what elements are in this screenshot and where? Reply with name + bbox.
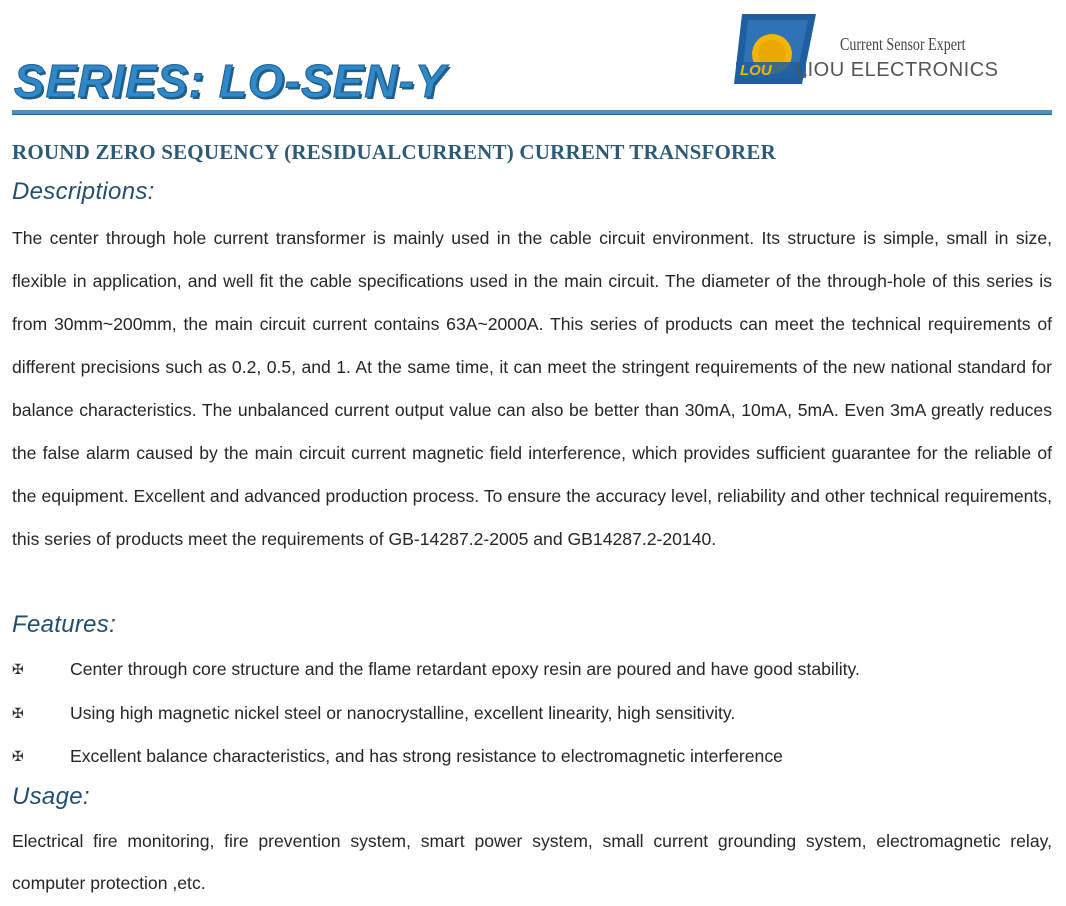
series-title: SERIES: LO-SEN-Y (14, 55, 447, 107)
features-heading: Features: (12, 611, 117, 638)
feature-item (12, 692, 1052, 736)
descriptions-text: The center through hole current transformer is mainly used in the cable circuit environment. Its structure is simple, small in size, flexible in application, and well fit the cable specifications used in the main circuit. The diameter of the through-hole of this series is from 30mm~200mm, the main circuit current contains 63A~2000A. This series of products can meet the technical requirements of different precisions such as 0.2, 0.5, and 1. At the same time, it can meet the stringent requirements of the new national standard for balance characteristics. The unbalanced current output value can also be better than 30mA, 10mA, 5mA. Even 3mA greatly reduces the false alarm caused by the main circuit current magnetic field interference, which provides sufficient guarantee for the reliable of the equipment. Excellent and advanced production process. To ensure the accuracy level, reliability and other technical requirements, this series of products meet the requirements of GB-14287.2-2005 and GB14287.2-20140. (12, 228, 1052, 549)
feature-text: Using high magnetic nickel steel or nanocrystalline, excellent linearity, high sensitivity. (70, 702, 736, 723)
cross-bullet-icon: ✠ (12, 748, 24, 764)
usage-text: Electrical fire monitoring, fire prevention system, smart power system, small current grounding system, electromagnetic relay, computer protection ,etc. (12, 831, 1052, 893)
logo-company-name: LIOU ELECTRONICS (796, 59, 999, 81)
logo-badge-text: LOU (740, 62, 772, 79)
feature-text: Excellent balance characteristics, and has strong resistance to electromagnetic interference (70, 746, 783, 766)
cross-bullet-icon: ✠ (12, 704, 24, 721)
feature-text: Center through core structure and the flame retardant epoxy resin are poured and have good stability. (70, 659, 860, 679)
descriptions-heading: Descriptions: (12, 178, 155, 205)
cross-bullet-icon: ✠ (12, 661, 24, 677)
product-title: ROUND ZERO SEQUENCY (RESIDUALCURRENT) CURRENT TRANSFORER (12, 140, 776, 164)
feature-item (12, 735, 1052, 779)
header-divider (12, 110, 1052, 115)
features-list (12, 648, 1052, 779)
company-logo (732, 12, 1052, 88)
usage-heading: Usage: (12, 783, 90, 810)
feature-item (12, 648, 1052, 692)
logo-tagline: Current Sensor Expert (840, 34, 966, 54)
